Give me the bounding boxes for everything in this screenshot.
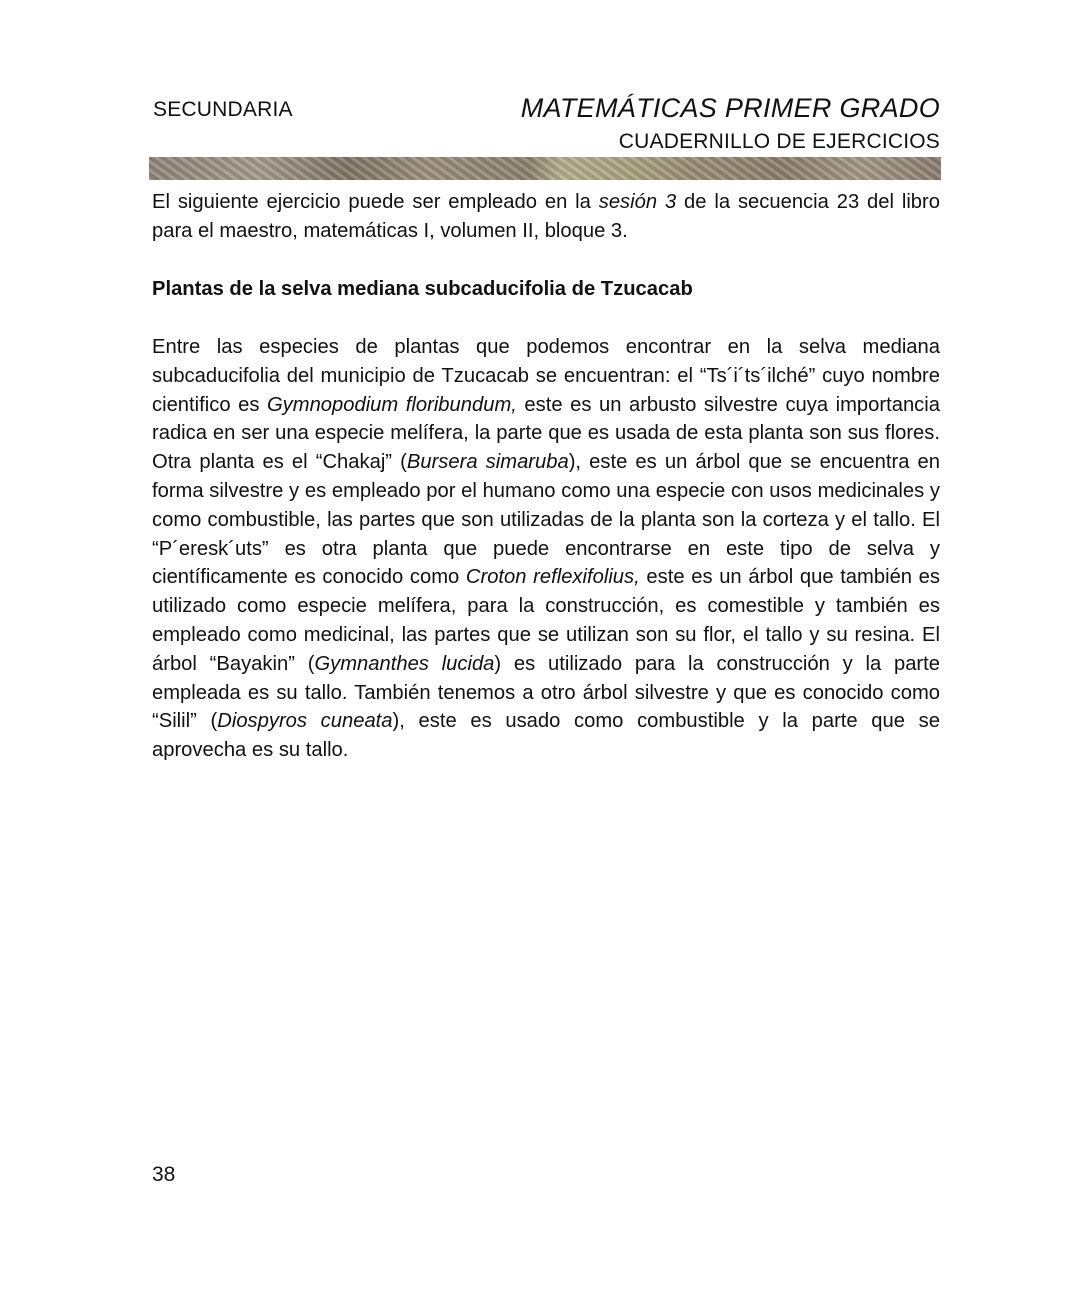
header-title: MATEMÁTICAS PRIMER GRADO [520, 93, 940, 123]
page-number: 38 [152, 1163, 176, 1186]
section-heading: Plantas de la selva mediana subcaducifolia de Tzucacab [152, 278, 693, 300]
body-text: este es un árbol que también es utilizado como especie melífera, para la construcción, es comestible y también es empleado como medicinal, las partes que se utilizan son su flor, el tallo y su resina. El árbol “Bayakin” ( [152, 566, 941, 675]
header-subtitle: CUADERNILLO DE EJERCICIOS [618, 130, 940, 153]
scientific-name: Gymnopodium floribundum, [266, 393, 517, 416]
body-text: Entre las especies de plantas que podemos encontrar en la selva mediana subcaducifolia del municipio de Tzucacab se encuentran: el “Ts´i´ts´ilché” cuyo nombre cientifico es [152, 336, 940, 416]
header-level: SECUNDARIA [153, 98, 293, 121]
body-paragraph [152, 333, 940, 765]
scientific-name: Croton reflexifolius, [465, 566, 640, 589]
body-text: ), este es usado como combustible y la parte que se aprovecha es su tallo. [152, 710, 940, 762]
intro-italic: sesión 3 [598, 191, 677, 213]
body-text: ), este es un árbol que se encuentra en forma silvestre y es empleado por el humano como una especie con usos medicinales y como combustible, las partes que son utilizadas de la planta son la corteza y el tallo. El “P´eresk´uts” es otra planta que puede encontrarse en este tipo de selva y científicamente es conocido como [152, 451, 940, 589]
scientific-name: Bursera simaruba [406, 451, 569, 474]
body-text: ) es utilizado para la construcción y la parte empleada es su tallo. También tenemos a otro árbol silvestre y que es conocido como “Silil” ( [152, 652, 940, 733]
body-text: este es un arbusto silvestre cuya importancia radica en ser una especie melífera, la parte que es usada de esta planta son sus flores. Otra planta es el “Chakaj” ( [152, 393, 940, 474]
intro-text-1: El siguiente ejercicio puede ser empleado en la [152, 191, 599, 213]
scientific-name: Gymnanthes lucida [314, 652, 495, 675]
decorative-banner-image [149, 157, 941, 180]
intro-paragraph [152, 188, 940, 246]
intro-text-2: de la secuencia 23 del libro para el maestro, matemáticas I, volumen II, bloque 3. [152, 191, 940, 242]
scientific-name: Diospyros cuneata [217, 710, 393, 733]
